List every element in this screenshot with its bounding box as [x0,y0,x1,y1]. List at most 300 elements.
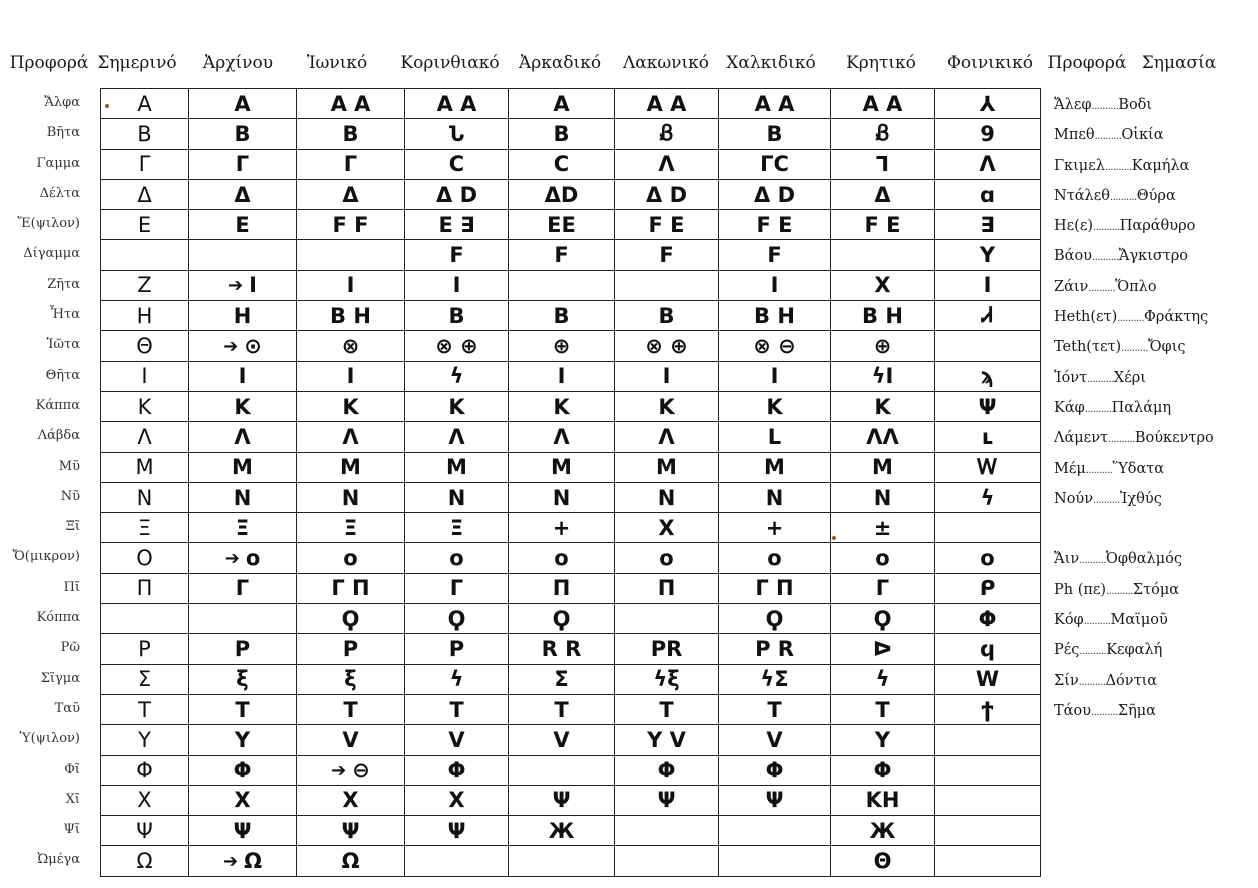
letter-glyph: ⊖ [352,758,370,783]
letter-cell [831,422,935,452]
letter-cell [719,846,831,876]
letter-name: Πῖ [63,579,80,595]
phoenician-name: Ζάιν [1054,278,1089,295]
phoenician-name: Ph (πε) [1054,581,1107,598]
letter-cell [297,452,405,482]
meaning-entry [1054,514,1254,544]
letter-cell [509,846,615,876]
letter-cell [935,573,1041,603]
table-row [101,391,1041,421]
letter-glyph: ο [980,546,995,571]
letter-cell [405,543,509,573]
letter-glyph: I [983,273,992,298]
leader-dots: .......... [1085,464,1113,476]
letter-glyph: Λ [137,424,152,449]
leader-dots: .......... [1084,403,1112,415]
letter-glyph: Α Α [754,91,795,116]
arrow-icon: ➔ [223,851,239,873]
table-row [101,513,1041,543]
meaning-entry [1054,575,1254,605]
letter-glyph: ϟΙ [871,364,894,389]
letter-glyph: ⊗ ⊖ [753,334,796,359]
letter-cell [935,270,1041,300]
letter-glyph: Ζ [137,273,152,298]
arrow-icon: ➔ [223,336,239,358]
letter-glyph: Π [657,576,676,601]
table-row [101,361,1041,391]
letter-glyph: Ψ [657,788,676,813]
letter-cell [189,543,297,573]
leader-dots: .......... [1094,131,1122,143]
letter-glyph: Κ [137,394,152,419]
letter-glyph: Μ [135,455,154,480]
letter-cell [405,482,509,512]
meaning-entry [1054,151,1254,181]
letter-glyph: Ι [770,364,779,389]
letter-cell [935,210,1041,240]
letter-cell [405,301,509,331]
letter-cell [297,482,405,512]
letter-cell [189,573,297,603]
letter-cell [189,89,297,119]
leader-dots: .......... [1104,161,1132,173]
letter-glyph: Γ [343,152,358,177]
letter-glyph: Π [552,576,571,601]
letter-name: Ζῆτα [47,276,80,292]
letter-cell [405,604,509,634]
letter-cell [189,755,297,785]
letter-cell [189,240,297,270]
letter-cell [719,604,831,634]
letter-glyph: Ω [136,849,153,874]
letter-glyph: Ϝ Ε [756,212,793,237]
phoenician-name: Βάου [1054,248,1092,265]
meaning-entry [1054,302,1254,332]
letter-cell [615,664,719,694]
letter-glyph: Ψ [978,394,997,419]
letter-cell [405,391,509,421]
letter-cell [719,179,831,209]
letter-cell [509,604,615,634]
letter-glyph: Φ [136,758,153,783]
letter-cell [831,725,935,755]
letter-glyph: Τ [449,697,464,722]
letter-cell [615,785,719,815]
meaning-entry [1054,423,1254,453]
letter-cell [405,210,509,240]
ink-dot [832,536,836,540]
letter-glyph: Φ [873,758,892,783]
leader-dots: .......... [1108,434,1135,446]
letter-cell [509,361,615,391]
letter-glyph: Κ [234,394,251,419]
meaning-text: Ὀφθαλμός [1105,551,1182,568]
letter-cell [719,816,831,846]
meaning-entry [1054,120,1254,150]
meaning-text: Ὕδατα [1112,460,1165,477]
letter-glyph: ⊕ [873,334,892,359]
arrow-icon: ➔ [331,760,347,782]
letter-glyph: Χ [658,515,675,540]
letter-glyph: Ρ [138,636,151,661]
letter-cell [831,816,935,846]
letter-cell [297,331,405,361]
letter-cell [405,755,509,785]
letter-cell [101,240,189,270]
letter-cell [297,270,405,300]
letter-cell [935,391,1041,421]
letter-cell [509,785,615,815]
letter-glyph: Ι [238,364,247,389]
letter-glyph: Ε [235,212,250,237]
letter-glyph: Β [553,121,570,146]
letter-cell [189,361,297,391]
letter-cell [405,725,509,755]
letter-glyph: Ο [136,546,153,571]
letter-cell [509,270,615,300]
letter-glyph: Ϙ [447,606,466,631]
meaning-text: Βοδι [1118,97,1153,113]
letter-glyph: V [342,727,359,752]
letter-glyph: Β [448,303,465,328]
letter-glyph: Β Η [330,303,371,328]
letter-cell [189,725,297,755]
letter-glyph: Γ [235,576,250,601]
letter-cell [615,270,719,300]
letter-glyph: ο [554,546,569,571]
leader-dots: .......... [1087,373,1114,385]
letter-glyph: Α [553,91,570,116]
letter-cell [405,422,509,452]
letter-glyph: Ν [873,485,892,510]
letter-cell [615,846,719,876]
table-row [101,573,1041,603]
letter-cell [297,634,405,664]
phoenician-name: Ἄλεφ [1054,97,1092,113]
letter-glyph: ⊗ [341,334,360,359]
letter-glyph: V [553,727,570,752]
letter-cell [101,543,189,573]
meaning-text: Σῆμα [1117,702,1156,719]
letter-cell [615,755,719,785]
letter-glyph: Δ D [436,182,477,207]
letter-cell [101,331,189,361]
letter-cell [615,482,719,512]
letter-cell [405,452,509,482]
letter-cell [101,816,189,846]
letter-cell [509,634,615,664]
letter-cell [297,725,405,755]
letter-cell [831,482,935,512]
letter-cell [101,634,189,664]
leader-dots: .......... [1079,555,1106,567]
letter-glyph: I [770,273,779,298]
letter-cell [101,482,189,512]
letter-name: Ψῖ [63,822,80,838]
letter-name: Χῖ [65,791,80,807]
letter-glyph: F [554,243,569,268]
meaning-entry [1054,454,1254,484]
letter-name: Κόππα [36,610,80,626]
letter-cell [719,694,831,724]
letter-cell [615,422,719,452]
letter-glyph: Ν [552,485,571,510]
letter-cell [101,513,189,543]
phoenician-name: Γκιμελ [1054,157,1105,174]
letter-glyph: Δ [342,182,359,207]
letter-name: Βῆτα [46,125,80,141]
letter-cell [719,543,831,573]
letter-cell [719,634,831,664]
letter-cell [509,694,615,724]
phoenician-meaning-column [1054,90,1254,726]
letter-cell [831,573,935,603]
letter-glyph: Ψ [233,818,252,843]
letter-cell [719,452,831,482]
letter-glyph: Μ [232,455,253,480]
letter-cell [615,725,719,755]
letter-cell [509,452,615,482]
letter-cell [297,543,405,573]
letter-cell [297,240,405,270]
letter-cell [297,816,405,846]
letter-glyph: Υ [234,727,251,752]
letter-glyph: Ꮃ [977,454,998,479]
letter-glyph: Θ [873,849,892,874]
letter-glyph: I [452,273,461,298]
letter-glyph: Η [233,303,252,328]
letter-cell [935,361,1041,391]
letter-cell [935,513,1041,543]
letter-cell [509,513,615,543]
meaning-text: Μαϊμοῦ [1110,612,1168,629]
letter-cell [831,543,935,573]
letter-glyph: Ψ [552,788,571,813]
letter-cell [189,179,297,209]
leader-dots: .......... [1083,616,1111,628]
letter-cell [831,89,935,119]
table-row [101,694,1041,724]
letter-cell [297,513,405,543]
letter-glyph: Δ [874,182,891,207]
letter-name: Ἔ(ψιλον) [17,216,80,232]
letter-name: Νῦ [60,488,80,504]
table-row [101,301,1041,331]
letter-glyph: Ι [141,364,148,389]
letter-cell [615,331,719,361]
letter-cell [509,482,615,512]
letter-glyph: V [766,727,783,752]
letter-cell [189,331,297,361]
letter-cell [189,301,297,331]
letter-cell [831,391,935,421]
letter-cell [615,634,719,664]
letter-glyph: ο [875,546,890,571]
letter-cell [509,119,615,149]
leader-dots: .......... [1092,222,1120,234]
letter-glyph: Δ D [646,182,687,207]
alphabet-table [100,88,1041,877]
letter-glyph: Ψ [341,818,360,843]
leader-dots: .......... [1079,646,1107,658]
letter-glyph: Ϙ [552,606,571,631]
letter-glyph: Α Α [436,91,477,116]
letter-glyph: Ν [136,485,153,510]
letter-glyph: Ϝ [659,243,674,268]
table-row [101,179,1041,209]
letter-glyph: Τ [138,697,151,722]
letter-glyph: P R [755,636,794,661]
letter-glyph: C [553,152,570,177]
letter-cell [831,604,935,634]
letter-glyph: L [767,424,782,449]
letter-cell [189,119,297,149]
letter-glyph: Ϝ Ϝ [332,212,369,237]
phoenician-name: Heth(ετ) [1054,309,1118,326]
letter-glyph: ϟ [449,667,464,692]
letter-glyph: + [765,515,784,540]
letter-glyph: ο [343,546,358,571]
letter-cell [615,119,719,149]
letter-cell [935,89,1041,119]
letter-cell [719,755,831,785]
letter-cell [297,573,405,603]
letter-glyph: ϟξ [653,667,680,692]
letter-name-column [0,88,98,876]
meaning-text: Ἰχθύς [1119,490,1162,507]
letter-glyph: Α Α [330,91,371,116]
letter-glyph: I [249,273,257,298]
letter-cell [935,331,1041,361]
letter-cell [615,149,719,179]
letter-cell [615,604,719,634]
letter-cell [101,452,189,482]
letter-name: Φῖ [64,761,80,777]
phoenician-name: Σίν [1054,672,1079,689]
letter-glyph: Ν [233,485,252,510]
letter-glyph: ∃ [980,212,995,237]
phoenician-name: Ἄιν [1054,551,1080,568]
letter-cell [935,664,1041,694]
letter-cell [935,240,1041,270]
letter-cell [935,846,1041,876]
letter-name: Δέλτα [39,185,80,201]
letter-glyph: Γ Π [331,576,370,601]
letter-name: Ὑ(ψιλον) [19,731,80,747]
letter-glyph: Ᏸ [875,121,890,146]
letter-cell [831,270,935,300]
letter-glyph: Ν [765,485,784,510]
letter-glyph: ϟ [980,485,995,510]
letter-glyph: ʟ [981,424,994,449]
letter-glyph: Ω [341,849,360,874]
letter-cell [189,694,297,724]
meaning-text: Οἰκία [1121,127,1164,144]
letter-glyph: ΚΗ [865,788,900,813]
table-row [101,664,1041,694]
letter-cell [509,301,615,331]
letter-name: Ὄ(μικρον) [12,549,80,565]
letter-glyph: Α Α [646,91,687,116]
letter-glyph: Φ [657,758,676,783]
letter-cell [719,664,831,694]
letter-glyph: ξ [236,667,249,692]
letter-glyph: W [975,667,1000,692]
letter-glyph: Β [137,121,152,146]
letter-cell [509,543,615,573]
letter-glyph: Β [658,303,675,328]
letter-cell [189,391,297,421]
arrow-icon: ➔ [224,548,240,570]
letter-cell [831,452,935,482]
leader-dots: .......... [1078,676,1106,688]
letter-cell [101,391,189,421]
letter-cell [615,694,719,724]
letter-cell [831,210,935,240]
table-row [101,149,1041,179]
letter-name: Γαμμα [36,155,80,171]
letter-cell [189,270,297,300]
phoenician-name: Teth(τετ) [1054,339,1122,356]
ink-dot [105,104,109,108]
table-row [101,331,1041,361]
table-row [101,452,1041,482]
letter-cell [935,422,1041,452]
letter-cell [935,482,1041,512]
letter-glyph: Λ [979,152,996,177]
letter-glyph: Α Α [862,91,903,116]
letter-cell [615,513,719,543]
letter-cell [719,301,831,331]
meaning-entry [1054,696,1254,726]
letter-cell [509,422,615,452]
letter-glyph: Β [342,121,359,146]
table-row [101,270,1041,300]
letter-cell [719,361,831,391]
letter-cell [189,149,297,179]
letter-glyph: Α [234,91,251,116]
column-header: Ἀρχίνου [202,53,274,73]
meaning-entry [1054,332,1254,362]
letter-cell [297,694,405,724]
letter-glyph: Ι [346,364,355,389]
column-header-row [0,50,1258,76]
meaning-entry [1054,181,1254,211]
letter-cell [297,119,405,149]
letter-cell [297,846,405,876]
letter-glyph: Λ [234,424,251,449]
letter-glyph: Ν [657,485,676,510]
letter-cell [509,573,615,603]
letter-glyph: Κ [874,394,891,419]
letter-glyph: Μ [340,455,361,480]
table-row [101,604,1041,634]
letter-glyph: Κ [766,394,783,419]
letter-glyph: Τ [554,697,569,722]
leader-dots: .......... [1109,191,1137,203]
letter-glyph: Ꮧ [982,303,993,328]
letter-glyph: ϟ [875,667,890,692]
column-header: Χαλκιδικό [726,53,816,73]
letter-glyph: Δ D [754,182,795,207]
column-header: Ἀρκαδικό [518,53,602,73]
letter-cell [297,149,405,179]
letter-glyph: ᐅ [872,636,892,661]
letter-name: Κάππα [35,397,80,413]
letter-cell [101,179,189,209]
letter-glyph: Τ [235,697,250,722]
meaning-entry [1054,544,1254,574]
